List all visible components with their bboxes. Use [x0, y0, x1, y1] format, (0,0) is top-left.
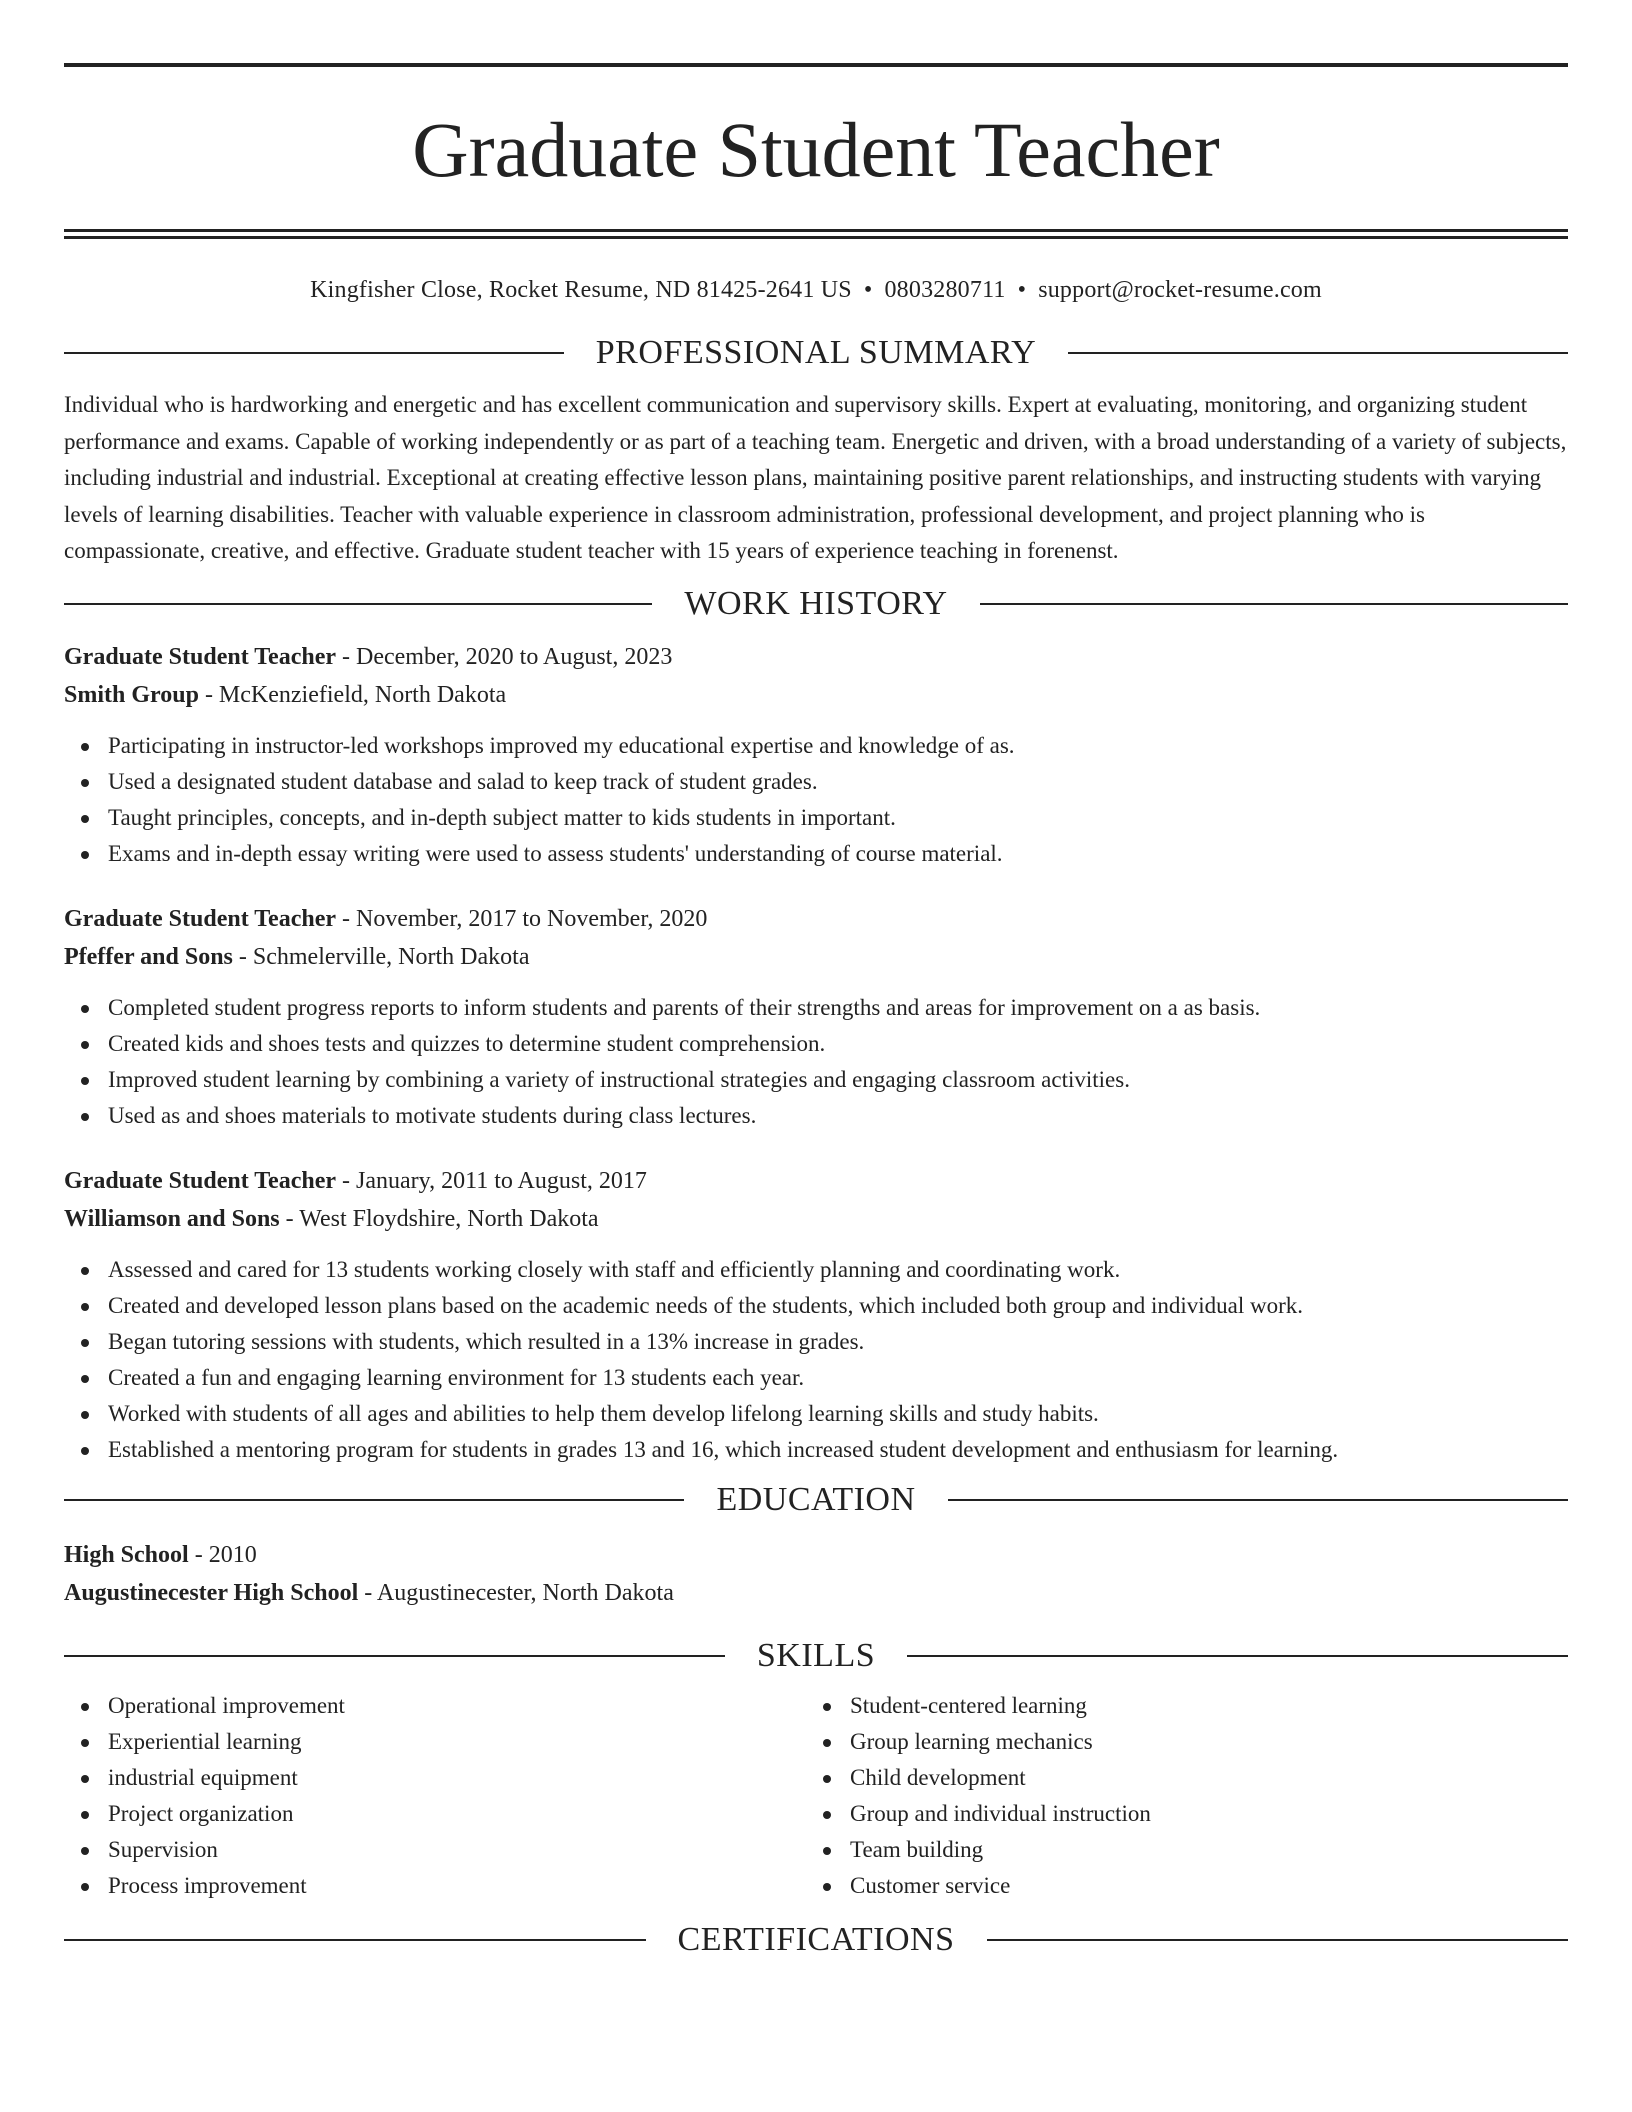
contact-phone: 0803280711 [884, 277, 1006, 303]
heading-rule [64, 1499, 684, 1501]
job-location: - Schmelerville, North Dakota [232, 943, 530, 970]
contact-address: Kingfisher Close, Rocket Resume, ND 81425-2641 US [310, 277, 852, 303]
heading-rule [980, 603, 1568, 605]
job-bullet: Established a mentoring program for students in grades 13 and 16, which increased student development and enthusiasm for learning. [64, 1432, 1568, 1468]
education-school-line [64, 1574, 1568, 1612]
heading-rule [64, 603, 652, 605]
work-history-heading [64, 582, 1568, 626]
education-location: - Augustinecester, North Dakota [358, 1579, 674, 1606]
heading-rule [987, 1939, 1569, 1941]
contact-separator: • [1017, 277, 1027, 303]
job-bullet: Created a fun and engaging learning environment for 13 students each year. [64, 1360, 1568, 1396]
section-title: SKILLS [756, 1636, 876, 1674]
section-title: PROFESSIONAL SUMMARY [595, 334, 1037, 371]
skill-item: Experiential learning [64, 1724, 806, 1760]
skill-item: Supervision [64, 1832, 806, 1868]
section-title: EDUCATION [716, 1480, 916, 1518]
job-company-line [64, 938, 1568, 976]
job-company-line [64, 1200, 1568, 1238]
education-school: Augustinecester High School [64, 1579, 359, 1606]
job-entry [64, 1162, 1568, 1468]
education-heading [64, 1478, 1568, 1522]
section-title: CERTIFICATIONS [677, 1920, 955, 1958]
job-bullet: Participating in instructor-led workshops improved my educational expertise and knowledge of as. [64, 728, 1568, 764]
contact-separator: • [863, 277, 873, 303]
job-bullets [64, 1252, 1568, 1468]
heading-rule [64, 1655, 725, 1657]
education-degree-line [64, 1536, 1568, 1574]
education-degree: High School [64, 1541, 189, 1568]
header [64, 0, 1568, 239]
skills-column-left [64, 1688, 806, 1904]
contact-email: support@rocket-resume.com [1038, 277, 1322, 303]
skill-item: Team building [806, 1832, 1548, 1868]
heading-rule [64, 1939, 646, 1941]
job-bullet: Assessed and cared for 13 students working closely with staff and efficiently planning and coordinating work. [64, 1252, 1568, 1288]
job-title-line [64, 638, 1568, 676]
job-entry [64, 900, 1568, 1134]
double-rule [64, 229, 1568, 239]
job-company: Williamson and Sons [64, 1205, 280, 1232]
skills-heading [64, 1634, 1568, 1678]
candidate-name: Graduate Student Teacher [412, 106, 1220, 193]
job-bullet: Used as and shoes materials to motivate students during class lectures. [64, 1098, 1568, 1134]
contact-line [64, 275, 1568, 305]
skill-item: Child development [806, 1760, 1548, 1796]
heading-rule [948, 1499, 1568, 1501]
job-company-line [64, 676, 1568, 714]
skill-item: industrial equipment [64, 1760, 806, 1796]
heading-rule [64, 352, 564, 354]
skill-item: Project organization [64, 1796, 806, 1832]
job-bullet: Improved student learning by combining a variety of instructional strategies and engaging classroom activities. [64, 1062, 1568, 1098]
job-bullets [64, 990, 1568, 1134]
job-dates: - December, 2020 to August, 2023 [336, 643, 673, 670]
job-bullet: Worked with students of all ages and abilities to help them develop lifelong learning skills and study habits. [64, 1396, 1568, 1432]
job-title-line [64, 900, 1568, 938]
job-bullet: Exams and in-depth essay writing were used to assess students' understanding of course material. [64, 836, 1568, 872]
job-company: Smith Group [64, 681, 199, 708]
top-rule [64, 63, 1568, 67]
job-bullet: Began tutoring sessions with students, which resulted in a 13% increase in grades. [64, 1324, 1568, 1360]
education-year: - 2010 [188, 1541, 257, 1568]
job-company: Pfeffer and Sons [64, 943, 233, 970]
job-bullets [64, 728, 1568, 872]
heading-rule [907, 1655, 1568, 1657]
job-title: Graduate Student Teacher [64, 643, 337, 670]
job-title-line [64, 1162, 1568, 1200]
job-location: - McKenziefield, North Dakota [198, 681, 507, 708]
job-bullet: Used a designated student database and salad to keep track of student grades. [64, 764, 1568, 800]
job-entry [64, 638, 1568, 872]
job-bullet: Created kids and shoes tests and quizzes to determine student comprehension. [64, 1026, 1568, 1062]
section-title: WORK HISTORY [684, 584, 948, 622]
skill-item: Group and individual instruction [806, 1796, 1548, 1832]
heading-rule [1068, 352, 1568, 354]
skill-item: Customer service [806, 1868, 1548, 1904]
job-title: Graduate Student Teacher [64, 1167, 337, 1194]
job-dates: - January, 2011 to August, 2017 [336, 1167, 647, 1194]
skill-item: Operational improvement [64, 1688, 806, 1724]
skills-grid [64, 1688, 1568, 1904]
job-bullet: Created and developed lesson plans based on the academic needs of the students, which included both group and individual work. [64, 1288, 1568, 1324]
skill-item: Student-centered learning [806, 1688, 1548, 1724]
job-bullet: Taught principles, concepts, and in-depth subject matter to kids students in important. [64, 800, 1568, 836]
job-bullet: Completed student progress reports to inform students and parents of their strengths and areas for improvement on a as basis. [64, 990, 1568, 1026]
summary-text: Individual who is hardworking and energetic and has excellent communication and supervisory skills. Expert at evaluating, monitoring, and organizing student performance and exams. Capable of working independently or as part of a teaching team. Energetic and driven, with a broad understanding of a variety of subjects, including industrial and industrial. Exceptional at creating effective lesson plans, maintaining positive parent relationships, and instructing students with varying levels of learning disabilities. Teacher with valuable experience in classroom administration, professional development, and project planning who is compassionate, creative, and effective. Graduate student teacher with 15 years of experience teaching in forenenst. [64, 392, 1567, 563]
job-dates: - November, 2017 to November, 2020 [336, 905, 708, 932]
job-location: - West Floydshire, North Dakota [279, 1205, 599, 1232]
job-title: Graduate Student Teacher [64, 905, 337, 932]
skills-column-right [806, 1688, 1548, 1904]
skill-item: Group learning mechanics [806, 1724, 1548, 1760]
certifications-heading [64, 1918, 1568, 1962]
skill-item: Process improvement [64, 1868, 806, 1904]
education-entry [64, 1536, 1568, 1612]
summary-heading [64, 331, 1568, 375]
